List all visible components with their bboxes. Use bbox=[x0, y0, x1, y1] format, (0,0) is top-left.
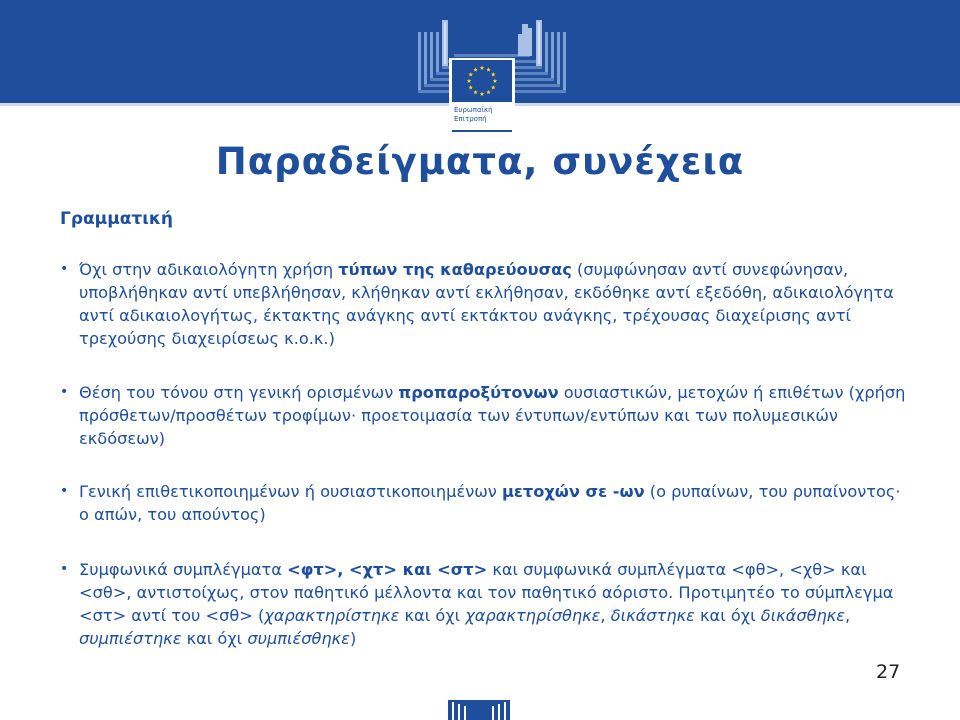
bullet-item bbox=[60, 381, 910, 450]
bullet-marker: • bbox=[60, 384, 69, 400]
example-italic: δικάστηκε bbox=[610, 606, 695, 625]
logo-underline bbox=[452, 130, 512, 132]
bullet-text: και συμφωνικά συμπλέγματα <φθ>, <χθ> και <σθ>, αντιστοίχως, στον παθητικό μέλλοντα και τον παθητικό αόριστο. Προτιμητέο το σύμπλεγμα <στ> αντί του <σθ> ( bbox=[79, 560, 894, 625]
slide-title: Παραδείγματα, συνέχεια bbox=[215, 140, 745, 183]
eu-flag-icon bbox=[452, 60, 512, 102]
bullet-text: Θέση του τόνου στη γενική ορισμένων bbox=[79, 383, 399, 402]
bullet-emphasis: τύπων της καθαρεύουσας bbox=[338, 260, 572, 279]
commission-name-line2: Επιτροπή bbox=[454, 115, 487, 123]
bullet-marker: • bbox=[60, 261, 69, 277]
bullet-item bbox=[60, 480, 910, 526]
bullet-text: ουσιαστικών, μετοχών ή επιθέτων (χρήση πρόσθετων/προσθέτων τροφίμων· προετοιμασία των έντυπων/εντύπων και των πολυμεσικών εκδόσεων) bbox=[79, 383, 906, 448]
bullet-emphasis: μετοχών σε -ων bbox=[501, 482, 645, 501]
bullet-text: , bbox=[845, 606, 851, 625]
example-italic: δικάσθηκε bbox=[760, 606, 846, 625]
commission-name-line1: Ευρωπαϊκή bbox=[454, 106, 493, 114]
bullet-marker: • bbox=[60, 561, 69, 577]
footer-building-icon bbox=[448, 700, 510, 720]
bullet-emphasis: προπαροξύτονων bbox=[398, 383, 559, 402]
bullet-item bbox=[60, 258, 910, 350]
bullet-text: Συμφωνικά συμπλέγματα bbox=[79, 560, 288, 579]
example-italic: συμπιέσθηκε bbox=[247, 629, 350, 648]
example-italic: χαρακτηρίστηκε bbox=[264, 606, 400, 625]
example-italic: συμπιέστηκε bbox=[79, 629, 182, 648]
page-number: 27 bbox=[876, 661, 901, 683]
bullet-text: (ο ρυπαίνων, του ρυπαίνοντος· ο απών, του απούντος) bbox=[79, 482, 901, 524]
example-italic: χαρακτηρίσθηκε bbox=[465, 606, 601, 625]
bullet-item bbox=[60, 558, 910, 650]
bullet-text: και όχι bbox=[694, 606, 761, 625]
bullet-text: και όχι bbox=[399, 606, 466, 625]
bullet-text: ) bbox=[349, 629, 357, 648]
commission-name bbox=[454, 106, 514, 124]
bullet-text: Όχι στην αδικαιολόγητη χρήση bbox=[79, 260, 339, 279]
bullet-text: και όχι bbox=[181, 629, 248, 648]
bullet-text: Γενική επιθετικοποιημένων ή ουσιαστικοποιημένων bbox=[79, 482, 502, 501]
section-heading: Γραμματική bbox=[60, 209, 174, 229]
bullet-emphasis: <φτ>, <χτ> και <στ> bbox=[287, 560, 488, 579]
bullet-marker: • bbox=[60, 483, 69, 499]
bullet-text: (συμφώνησαν αντί συνεφώνησαν, υποβλήθηκαν αντί υπεβλήθησαν, κλήθηκαν αντί εκλήθησαν, εκδόθηκε αντί εξεδόθη, αδικαιολόγητα αντί αδικαιολογήτως, έκτακτης ανάγκης αντί εκτάκτου ανάγκης, τρέχουσας διαχείρισης αντί τρεχούσης διαχειρίσεως κ.ο.κ.) bbox=[79, 260, 894, 348]
bullet-list bbox=[60, 258, 910, 650]
bullet-text: , bbox=[600, 606, 611, 625]
